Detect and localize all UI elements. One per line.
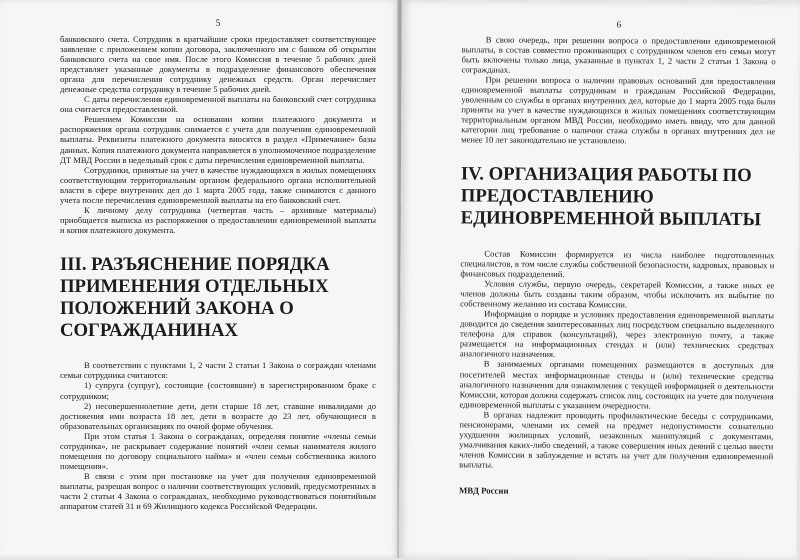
paragraph: При решении вопроса о наличии правовых оснований для предоставления единовременной выплаты сотрудникам и гражданам Российской Федерации, уволенным со службы в органах внутренних дел, которые до 1 марта 2005 года были приняты на учет в качестве нуждающихся в жилых помещениях соответствующим территориальным органом МВД России, необходимо иметь ввиду, что для данной категории лиц требование о наличии стажа службы в органах внутренних дел не менее 10 лет законодательно не установлено.	[461, 74, 776, 146]
signature: МВД России	[458, 485, 509, 496]
paragraph: С даты перечисления единовременной выплаты на банковский счет сотрудника она считается предоставленной.	[60, 94, 376, 115]
left-page	[0, 0, 398, 558]
paragraph: Условия службы, первую очередь, секретарей Комиссии, а также иных ее членов должны быть созданы таким образом, чтобы исключить их выбытие по собственному желанию из состава Комиссии.	[460, 278, 775, 310]
right-page-number: 6	[616, 19, 622, 30]
paragraph: 1) супруга (супруг), состоящие (состоявшие) в зарегистрированном браке с сотрудником;	[60, 380, 376, 401]
paragraph: При этом статья 1 Закона о согражданах, определяя понятие «члены семьи сотрудника», не раскрывает содержание понятий «член семьи нанимателя жилого помещения по договору социального найма» и «член семьи собственника жилого помещения».	[60, 430, 376, 471]
section-iii-heading: III. РАЗЪЯСНЕНИЕ ПОРЯДКА ПРИМЕНЕНИЯ ОТДЕЛЬНЫХ ПОЛОЖЕНИЙ ЗАКОНА О СОГРАЖДАНИНАХ	[60, 253, 330, 341]
right-page	[399, 0, 800, 560]
right-text-before	[461, 34, 776, 146]
paragraph: В связи с этим при постановке на учет для получения единовременной выплаты, разрешая вопрос о наличии соответствующих условий, предусмотренных в части 2 статьи 4 Закона о согражданах, необходимо руководствоваться понятийным аппаратом статей 31 и 69 Жилищного кодекса Российской Федерации.	[60, 470, 376, 512]
paragraph: В свою очередь, при решении вопроса о предоставлении единовременной выплаты, в состав совместно проживающих с сотрудником членов его семьи могут быть включены только лица, указанные в пунктах 1, 2 части 2 статьи 1 Закона о согражданах.	[461, 34, 776, 75]
paragraph: В органах надлежит проводить профилактические беседы с сотрудниками, пенсионерами, членами их семей на предмет недопустимости сознательно ухудшения жилищных условий, незаконных манипуляций с документами, умалчивания каких-либо сведений, а также совершения иных деяний с целью ввести членов Комиссии в заблуждение и встать на учет для получения единовременной выплаты.	[459, 409, 774, 470]
section-iv-heading: IV. ОРГАНИЗАЦИЯ РАБОТЫ ПО ПРЕДОСТАВЛЕНИЮ ЕДИНОВРЕМЕННОЙ ВЫПЛАТЫ	[460, 163, 762, 231]
paragraph: Решением Комиссии на основании копии платежного документа и распоряжения органа сотрудник снимается с учета для получения единовременной выплаты. Реквизиты платежного документа вносятся в раздел «Примечание» базы данных. Копия платежного документа направляется в уполномоченное подразделение ДТ МВД России в недельный срок с даты перечисления единовременной выплаты.	[60, 114, 376, 165]
left-text-after	[60, 360, 376, 511]
paragraph: 2) несовершеннолетние дети, дети старше 18 лет, ставшие инвалидами до достижения ими возраста 18 лет, дети в возрасте до 23 лет, обучающиеся в образовательных организациях по очной форме обучения.	[60, 400, 376, 431]
paragraph: Состав Комиссии формируется из числа наиболее подготовленных специалистов, в том числе службы собственной безопасности, кадровых, правовых и финансовых подразделений.	[460, 248, 775, 280]
left-text-before	[60, 34, 376, 235]
paragraph: В занимаемых органами помещениях размещаются в доступных для посетителей местах информационные стенды и (или) технические средства аналогичного назначения для ознакомления с текущей информацией о деятельности Комиссии, которая должна содержать список лиц, состоящих на учете для получения единовременной выплаты с указанием очередности.	[459, 358, 774, 411]
right-text-after	[459, 248, 774, 471]
paragraph: Информация о порядке и условиях предоставления единовременной выплаты доводится до сведения заинтересованных лиц посредством специально выделенного телефона для справок (консультаций), через электронную почту, а также размещается на информационных стендах и (или) технических средствах аналогичного назначения.	[459, 308, 775, 360]
left-page-number: 5	[215, 18, 221, 28]
paragraph: К личному делу сотрудника (четвертая часть – архивные материалы) приобщается выписка из распоряжения о предоставлении единовременной выплаты и копия платежного документа.	[60, 204, 376, 235]
paragraph: банковского счета. Сотрудник в кратчайшие сроки предоставляет соответствующее заявление с приложением копии договора, заключенного им с банком об открытии банковского счета на свое имя. После этого Комиссия в течение 5 рабочих дней представляет указанные документы в подразделение финансового обеспечения органа для перечисления сотруднику денежных средств. Орган перечисляет денежные средства сотруднику в течение 5 рабочих дней.	[60, 34, 376, 95]
paragraph: В соответствии с пунктами 1, 2 части 2 статьи 1 Закона о сограждан членами семьи сотрудника считаются:	[60, 360, 376, 381]
paragraph: Сотрудники, принятые на учет в качестве нуждающихся в жилых помещениях соответствующим территориальным органом федерального органа исполнительной власти в сфере внутренних дел до 1 марта 2005 года, также снимаются с данного учета после перечисления единовременной выплаты на его банковский счет.	[60, 164, 376, 205]
